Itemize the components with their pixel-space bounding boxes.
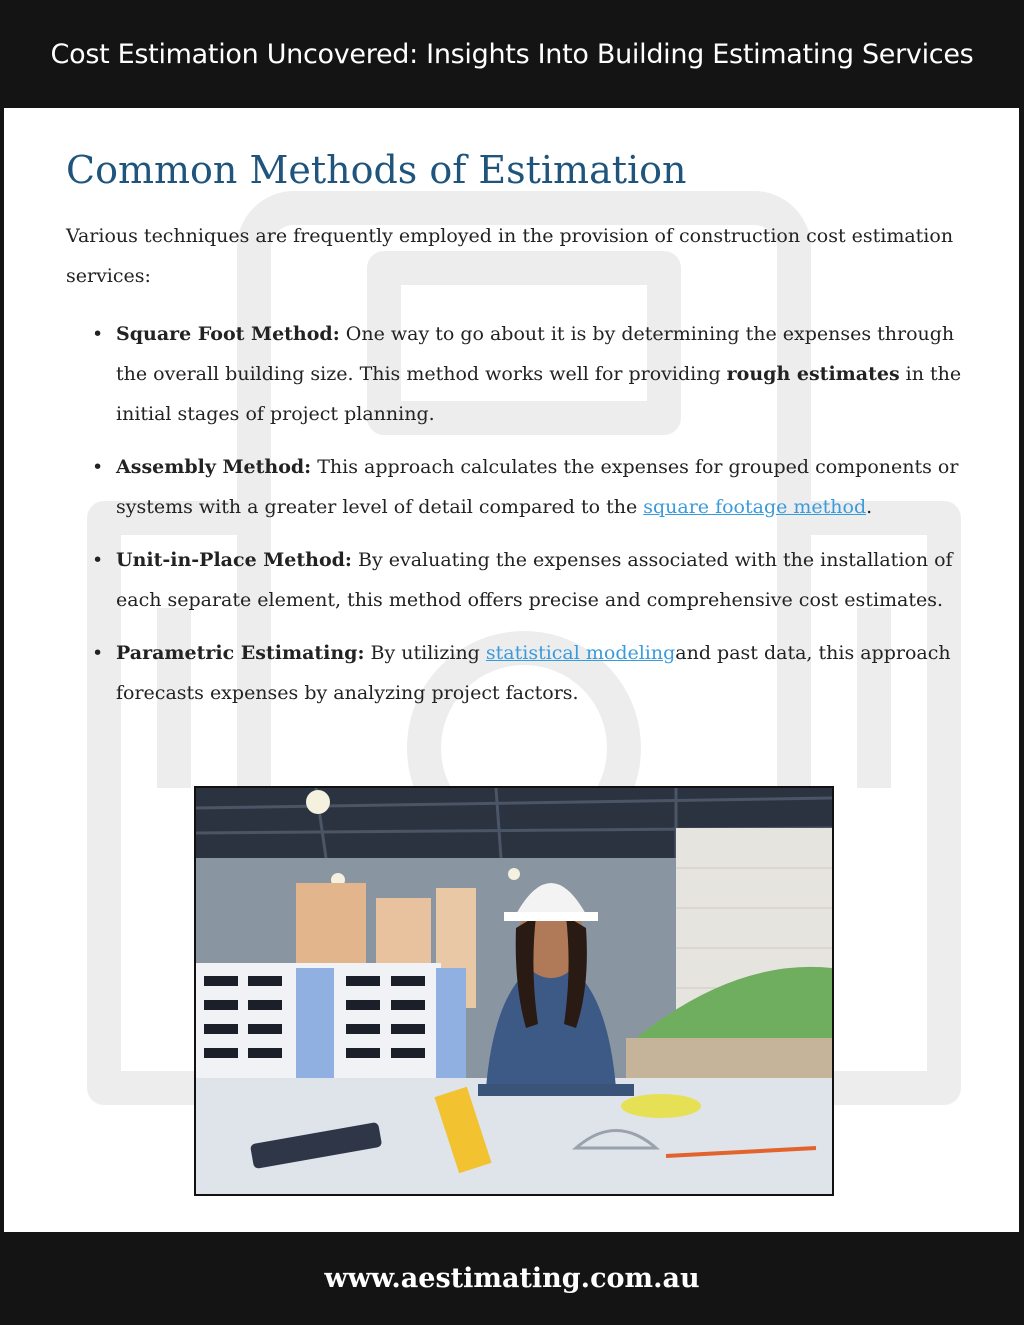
list-item-assembly bbox=[116, 447, 966, 527]
method-term: Parametric Estimating: bbox=[116, 641, 365, 664]
page-body bbox=[4, 108, 1019, 1232]
section-heading: Common Methods of Estimation bbox=[66, 148, 687, 192]
method-text: One way to go about it is by determining the expenses through the overall building size. This method works well for providing bbox=[116, 322, 955, 385]
method-term: Unit-in-Place Method: bbox=[116, 548, 352, 571]
engineer-with-building-model-photo-icon bbox=[196, 788, 832, 1194]
method-text: . bbox=[866, 495, 873, 518]
method-text: By evaluating the expenses associated with the installation of each separate element, this method offers precise and comprehensive cost estimates. bbox=[116, 548, 953, 611]
method-text: By utilizing bbox=[364, 641, 486, 664]
emphasis-text: rough estimates bbox=[726, 362, 900, 385]
method-term: Square Foot Method: bbox=[116, 322, 340, 345]
list-item-unit-in-place bbox=[116, 540, 966, 620]
footer-bar bbox=[0, 1232, 1024, 1325]
methods-list bbox=[66, 314, 966, 713]
square-footage-link[interactable]: square footage method bbox=[643, 495, 867, 518]
intro-paragraph: Various techniques are frequently employed in the provision of construction cost estimation services: bbox=[66, 224, 954, 287]
statistical-modeling-link[interactable]: statistical modeling bbox=[485, 641, 676, 664]
method-term: Assembly Method: bbox=[116, 455, 312, 478]
header-bar bbox=[0, 0, 1024, 108]
main-content bbox=[66, 148, 966, 726]
method-text: and past data, this approach forecasts expenses by analyzing project factors. bbox=[116, 641, 951, 704]
document-title: Cost Estimation Uncovered: Insights Into Building Estimating Services bbox=[50, 38, 974, 70]
website-url: www.aestimating.com.au bbox=[324, 1263, 700, 1294]
list-item-parametric bbox=[116, 633, 966, 713]
method-text: This approach calculates the expenses for grouped components or systems with a greater level of detail compared to the bbox=[116, 455, 959, 518]
list-item-square-foot bbox=[116, 314, 966, 434]
method-text: in the initial stages of project planning. bbox=[116, 362, 962, 425]
engineer-photo bbox=[194, 786, 834, 1196]
